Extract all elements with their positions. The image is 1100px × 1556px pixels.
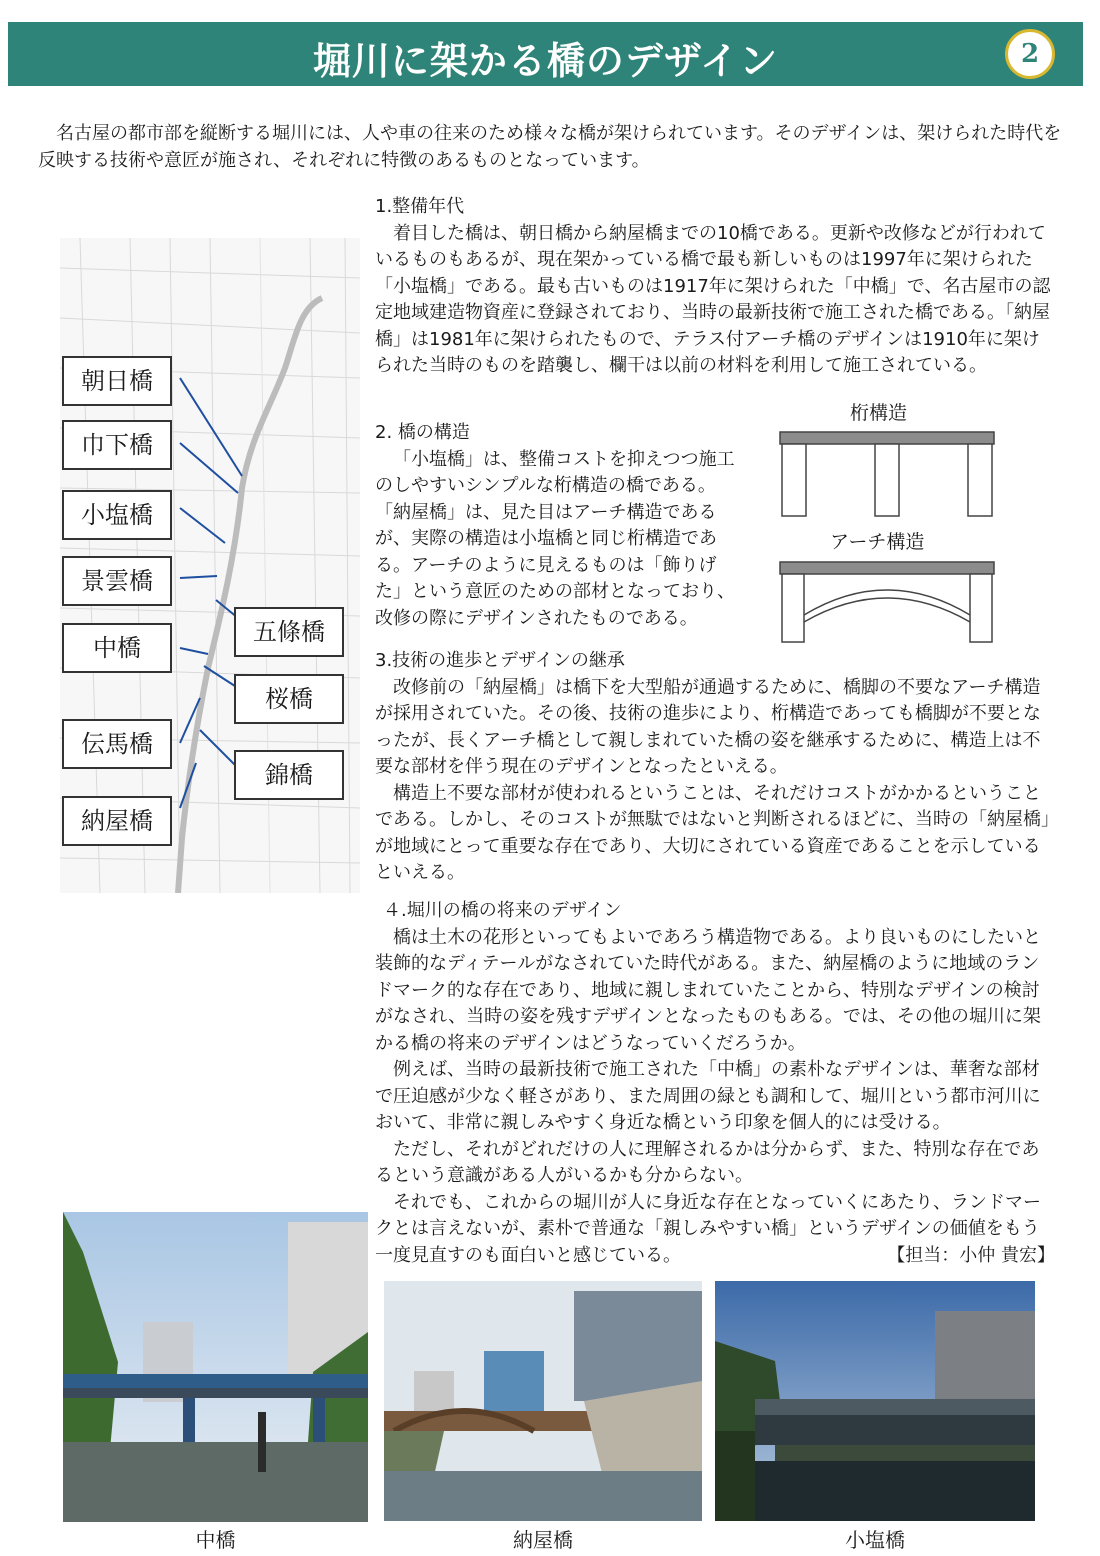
section-3-para-1: 改修前の「納屋橋」は橋下を大型船が通過するために、橋脚の不要なアーチ構造が採用されていた。その後、技術の進歩により、桁構造であっても橋脚が不要となったが、長くアーチ橋として親しまれていた橋の姿を継承するために、構造上は不要な部材を伴う現在のデザインとなったといえる。 — [375, 676, 1041, 777]
section-2-body: 「小塩橋」は、整備コストを抑えつつ施工のしやすいシンプルな桁構造の橋である。「納屋橋」は、見た目はアーチ構造であるが、実際の構造は小塩橋と同じ桁構造である。アーチのように見えるものは「飾りげた」という意匠のための部材となっており、改修の際にデザインされたものである。 — [375, 448, 735, 629]
map-label-habashita: 巾下橋 — [62, 420, 172, 470]
section-1-body: 着目した橋は、朝日橋から納屋橋までの10橋である。更新や改修などが行われているものもあるが、現在架かっている橋で最も新しいものは1997年に架けられた「小塩橋」である。最も古いものは1917年に架けられた「中橋」で、名古屋市の認定地域建造物資産に登録されており、当時の最新技術で施工された橋である。「納屋橋」は1981年に架けられたもので、テラス付アーチ橋のデザインは1910年に架けられた当時のものを踏襲し、欄干は以前の材料を利用して施工されている。 — [375, 222, 1051, 376]
photo-caption-nakabashi: 中橋 — [195, 1528, 236, 1552]
photo-caption-koshiobashi: 小塩橋 — [845, 1528, 905, 1552]
section-4-para-2: 例えば、当時の最新技術で施工された「中橋」の素朴なデザインは、華奢な部材で圧迫感が少なく軽さがあり、また周囲の緑とも調和して、堀川という都市河川において、非常に親しみやすく身近な橋という印象を個人的には受ける。 — [375, 1059, 1041, 1133]
section-4-para-4: それでも、これからの堀川が人に身近な存在となっていくにあたり、ランドマークとは言えないが、素朴で普通な「親しみやすい橋」というデザインの価値をもう一度見直すのも面白いと感じている。 — [375, 1191, 1041, 1266]
map-label-asahibashi: 朝日橋 — [62, 356, 172, 406]
section-3-para-2: 構造上不要な部材が使われるということは、それだけコストがかかるということである。しかし、そのコストが無駄ではないと判断されるほどに、当時の「納屋橋」が地域にとって重要な存在であり、大切にされている資産であることを示しているといえる。 — [375, 782, 1050, 883]
section-4-title: ４.堀川の橋の将来のデザイン — [383, 900, 622, 921]
intro-paragraph: 名古屋の都市部を縦断する堀川には、人や車の往来のため様々な橋が架けられています。そのデザインは、架けられた時代を反映する技術や意匠が施され、それぞれに特徴のあるものとなっています。 — [38, 123, 1062, 171]
section-4 — [375, 898, 1055, 1269]
section-1-title: 1.整備年代 — [375, 196, 465, 217]
photo-nakabashi — [63, 1212, 368, 1522]
arch-structure-label: アーチ構造 — [830, 531, 925, 553]
photo-koshiobashi — [715, 1281, 1035, 1521]
section-4-para-3: ただし、それがどれだけの人に理解されるかは分からず、また、特別な存在であるという意識がある人がいるかも分からない。 — [375, 1138, 1040, 1186]
map-label-nayabashi: 納屋橋 — [62, 796, 172, 846]
map-label-koshiobashi: 小塩橋 — [62, 490, 172, 540]
map-label-sakurabashi: 桜橋 — [234, 674, 344, 724]
map-label-keiunbashi: 景雲橋 — [62, 556, 172, 606]
map-label-nishikibashi: 錦橋 — [234, 750, 344, 800]
page-header — [8, 22, 1083, 86]
page-title: 堀川に架かる橋のデザイン — [312, 39, 779, 83]
page-number-badge: 2 — [1005, 29, 1055, 79]
section-2-title: 2. 橋の構造 — [375, 422, 470, 443]
section-2 — [375, 420, 737, 632]
section-3 — [375, 648, 1055, 887]
girder-structure-diagram — [778, 430, 998, 520]
photo-nayabashi — [384, 1281, 702, 1521]
section-3-title: 3.技術の進歩とデザインの継承 — [375, 650, 625, 671]
section-4-para-1: 橋は土木の花形といってもよいであろう構造物である。より良いものにしたいと装飾的なディテールがなされていた時代がある。また、納屋橋のように地域のランドマーク的な存在であり、地域に親しまれていたことから、特別なデザインの検討がなされ、当時の姿を残すデザインとなったものもある。では、その他の堀川に架かる橋の将来のデザインはどうなっていくだろうか。 — [375, 926, 1041, 1054]
map-label-nakabashi: 中橋 — [62, 623, 172, 673]
photo-caption-nayabashi: 納屋橋 — [513, 1528, 573, 1552]
arch-structure-diagram — [778, 560, 998, 645]
map-label-gojobashi: 五條橋 — [234, 607, 344, 657]
section-1 — [375, 194, 1055, 380]
river-map — [60, 238, 360, 893]
girder-structure-label: 桁構造 — [850, 402, 908, 424]
map-label-tenmabashi: 伝馬橋 — [62, 719, 172, 769]
author-credit: 【担当：小仲 貴宏】 — [887, 1244, 1055, 1266]
